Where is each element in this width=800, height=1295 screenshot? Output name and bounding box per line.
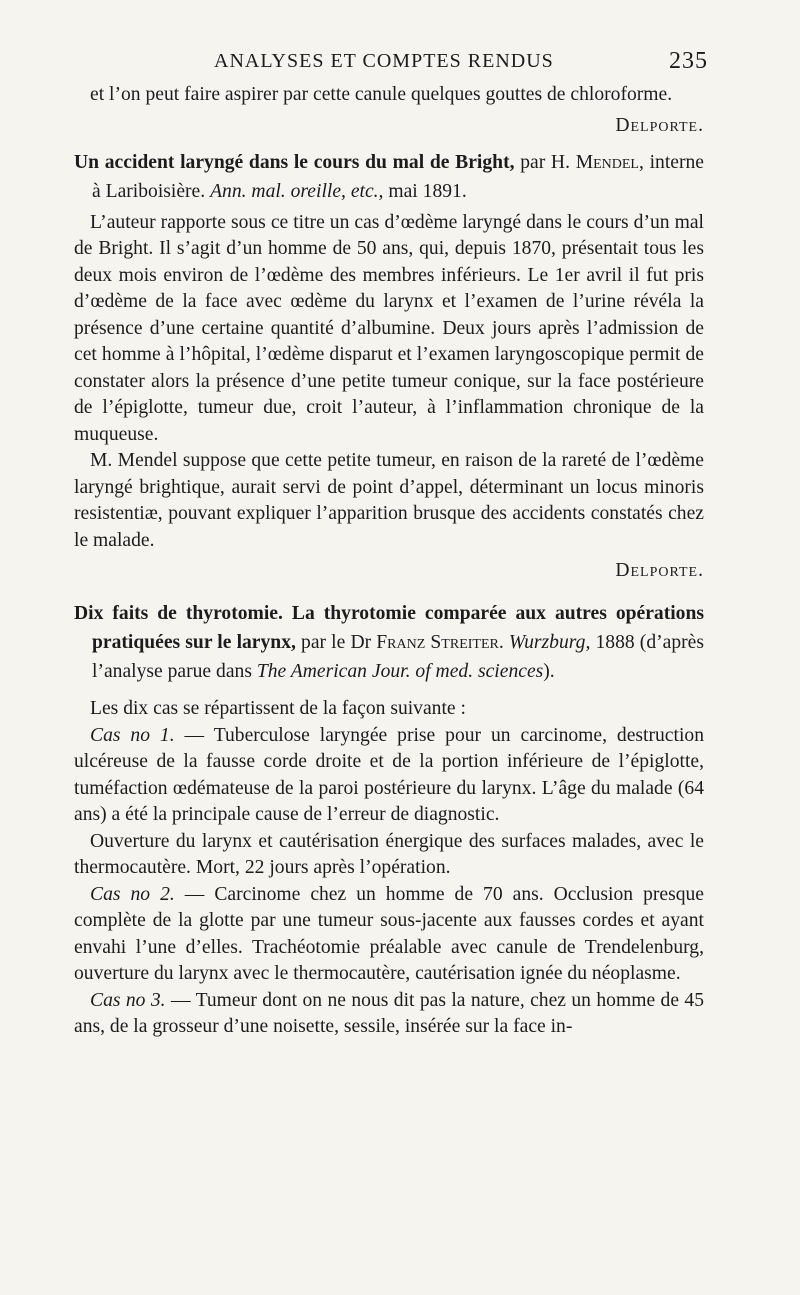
case-text: — Tumeur dont on ne nous dit pas la nature, chez un homme de 45 ans, de la grosseur d’une noisette, sessile, insérée sur la face in- [74, 989, 704, 1037]
article-title-text: Dix faits de thyrotomie. La thyrotomie comparée aux autres opérations pratiquées sur le larynx, [74, 603, 704, 653]
case-label: Cas no 3. [90, 989, 166, 1011]
article-title [74, 599, 704, 686]
author-signature: Delporte. [615, 114, 704, 136]
paragraph: Les dix cas se répartissent de la façon suivante : [90, 698, 466, 719]
case-label: Cas no 1. [90, 724, 175, 746]
article-place: Wurzburg, [503, 632, 591, 653]
case-text: — Carcinome chez un homme de 70 ans. Occlusion presque complète de la glotte par une tumeur sous-jacente aux fausses cordes et ayant envahi l’une d’elles. Trachéotomie préalable avec canule de Trendelenburg, ouverture du larynx avec le thermocautère, cautérisation ignée du néoplasme. [74, 883, 705, 984]
case-label: Cas no 2. [90, 883, 175, 905]
author-signature: Delporte. [615, 560, 704, 581]
article-affiliation: interne à Lariboisière. [92, 151, 704, 202]
article-title [74, 148, 704, 206]
page-header [74, 46, 708, 82]
case-text: — Tuberculose laryngée prise pour un carcinome, destruction ulcéreuse de la fausse corde droite et de la portion inférieure de l’épiglotte, tuméfaction œdémateuse de la paroi postérieure du larynx. L’âge du malade (64 ans) a été la principale cause de l’erreur de diagnostic. [74, 724, 704, 825]
case-paragraph [74, 988, 704, 1041]
paragraph: Ouverture du larynx et cautérisation énergique des surfaces malades, avec le thermocautère. Mort, 22 jours après l’opération. [74, 830, 704, 878]
article-by: par H. [514, 151, 576, 173]
article-journal: The American Jour. of med. sciences [256, 661, 544, 682]
paragraph-continuation: et l’on peut faire aspirer par cette canule quelques gouttes de chloroforme. [90, 84, 673, 105]
paragraph: L’auteur rapporte sous ce titre un cas d’œdème laryngé dans le cours d’un mal de Bright. Il s’agit d’un homme de 50 ans, qui, depuis 1870, présentait tous les deux mois environ de l’œdème des membres inférieurs. Le 1er avril il fut pris d’œdème de la face avec œdème du larynx et l’examen de l’urine révéla la présence d’une certaine quantité d’albumine. Deux jours après l’admission de cet homme à l’hôpital, l’œdème disparut et l’examen laryngoscopique permit de constater alors la présence d’une petite tumeur conique, sur la face postérieure de l’épiglotte, tumeur due, croit l’auteur, à l’inflammation chronique de la muqueuse. [74, 211, 704, 445]
page-number: 235 [669, 48, 708, 74]
article-end: ). [543, 661, 555, 682]
article-date: mai 1891. [383, 180, 467, 202]
article-author: Mendel, [575, 151, 644, 173]
article-title-text: Un accident laryngé dans le cours du mal de Bright, [74, 151, 515, 173]
case-paragraph [74, 882, 704, 988]
paragraph: M. Mendel suppose que cette petite tumeur, en raison de la rareté de l’œdème laryngé brightique, aurait servi de point d’appel, déterminant un locus minoris resistentiæ, pouvant expliquer l’apparition brusque des accidents constatés chez le malade. [74, 450, 704, 551]
running-head: ANALYSES ET COMPTES RENDUS [214, 50, 554, 72]
case-paragraph [74, 723, 704, 829]
article-year: 1888 (d’après l’analyse parue dans [92, 632, 704, 682]
article-by: par le Dr [295, 632, 377, 653]
article-author: Franz Streiter. [376, 632, 504, 653]
article-journal: Ann. mal. oreille, etc., [210, 180, 384, 202]
